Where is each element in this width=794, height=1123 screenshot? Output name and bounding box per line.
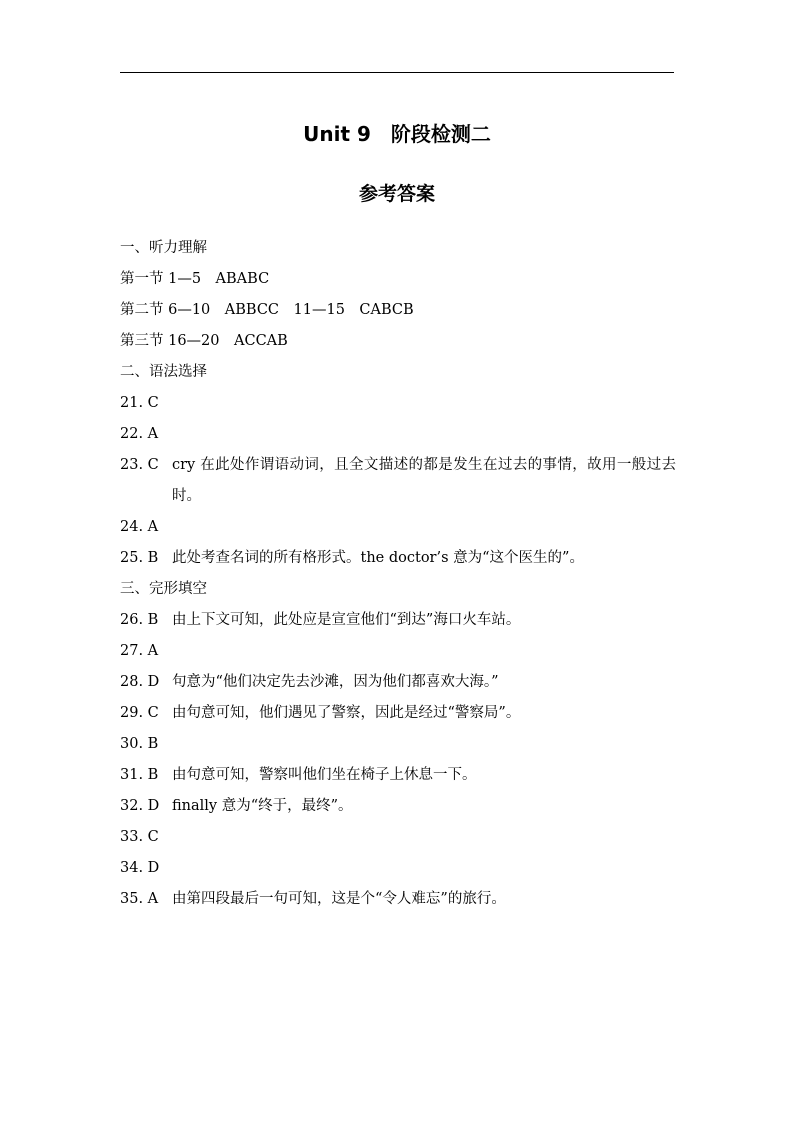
answer-note [172,729,676,760]
header-rule [120,72,674,73]
answer-note: 由第四段最后一句可知，这是个“令人难忘”的旅行。 [172,891,506,907]
answer-number: 24. A [120,519,159,535]
answer-note: cry 在此处作谓语动词，且全文描述的都是发生在过去的事情，故用一般过去时。 [172,457,676,504]
answer-item [120,667,676,698]
answer-number: 34. D [120,860,160,876]
section-heading-listening: 一、听力理解 [120,240,207,256]
answer-number: 25. B [120,550,159,566]
answer-note [172,388,676,419]
section-heading-cloze: 三、完形填空 [120,581,207,597]
answer-item [120,419,676,450]
answer-note: 由句意可知，警察叫他们坐在椅子上休息一下。 [172,767,477,783]
answer-item [120,605,676,636]
answer-number: 35. A [120,891,159,907]
answer-number: 28. D [120,674,160,690]
listening-line: 第一节 1—5 ABABC [120,271,270,287]
answer-note [172,636,676,667]
answer-item [120,388,676,419]
answer-item [120,884,676,915]
answer-item [120,729,676,760]
section-heading-grammar: 二、语法选择 [120,364,207,380]
answer-number: 27. A [120,643,159,659]
answer-number: 26. B [120,612,159,628]
answer-note [172,853,676,884]
answer-note: finally 意为“终于，最终”。 [172,798,353,814]
answer-item [120,698,676,729]
answer-number: 32. D [120,798,160,814]
answer-number: 30. B [120,736,159,752]
answer-number: 29. C [120,705,159,721]
page-subtitle: 参考答案 [358,183,435,205]
answer-content [120,233,676,915]
answer-note: 由上下文可知，此处应是宣宣他们“到达”海口火车站。 [172,612,521,628]
answer-item [120,512,676,543]
answer-note: 由句意可知，他们遇见了警察，因此是经过“警察局”。 [172,705,521,721]
answer-number: 22. A [120,426,159,442]
page-title: Unit 9 阶段检测二 [303,122,491,146]
answer-item [120,450,676,512]
answer-note [172,822,676,853]
answer-item [120,822,676,853]
answer-number: 23. C [120,457,159,473]
answer-note [172,419,676,450]
answer-number: 21. C [120,395,159,411]
listening-line: 第三节 16—20 ACCAB [120,333,288,349]
answer-note: 句意为“他们决定先去沙滩，因为他们都喜欢大海。” [172,674,499,690]
answer-item [120,791,676,822]
listening-line: 第二节 6—10 ABBCC 11—15 CABCB [120,302,414,318]
answer-item [120,543,676,574]
answer-note [172,512,676,543]
answer-item [120,636,676,667]
answer-number: 33. C [120,829,159,845]
answer-note: 此处考查名词的所有格形式。the doctor’s 意为“这个医生的”。 [172,550,584,566]
answer-item [120,760,676,791]
answer-item [120,853,676,884]
answer-number: 31. B [120,767,159,783]
